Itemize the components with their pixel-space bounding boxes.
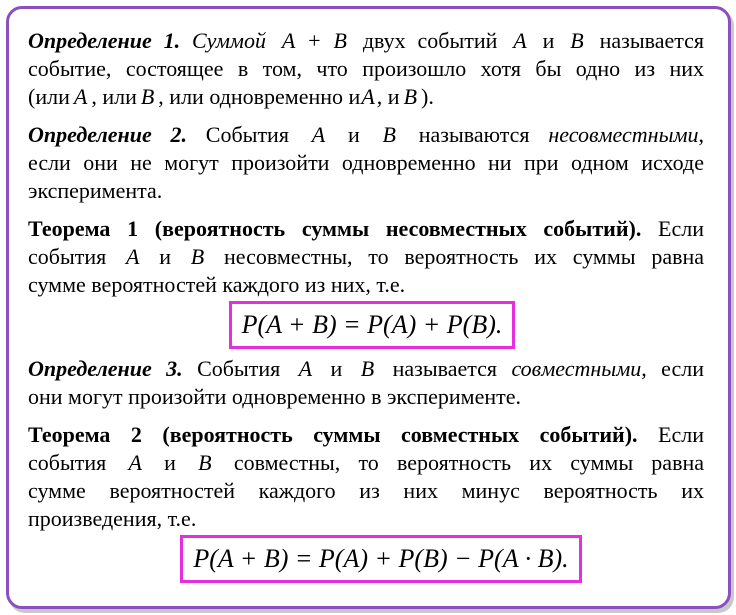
- definition-2: [28, 121, 704, 205]
- text: и: [159, 244, 172, 269]
- text: события: [28, 244, 107, 269]
- theorem-1-formula-wrap: [28, 301, 704, 349]
- text: совместны, то вероятность их суммы равна: [233, 450, 705, 475]
- text: называются: [418, 122, 530, 147]
- document-body: [28, 27, 704, 589]
- text: несовместны, то вероятность их суммы равна: [224, 244, 705, 269]
- theorem-2-title: Теорема 2 (вероятность суммы совместных событий).: [28, 422, 638, 447]
- text: двух событий: [362, 28, 498, 53]
- definition-3-line-2: они могут произойти одновременно в эксперименте.: [28, 384, 521, 409]
- symbol-b: B: [382, 122, 396, 147]
- symbol-b: B: [190, 244, 205, 269]
- definition-3-title: Определение 3.: [28, 356, 183, 381]
- definition-3: [28, 355, 704, 411]
- text: , если: [641, 356, 704, 381]
- definition-2-term: несовместными: [548, 122, 699, 147]
- symbol-a: A: [73, 84, 88, 109]
- sum-symbol: A + B: [281, 28, 347, 53]
- definition-1-term: Суммой: [192, 28, 266, 53]
- definition-3-term-wrap: [511, 356, 704, 381]
- symbol-b: B: [198, 450, 212, 475]
- text: (или: [28, 84, 70, 109]
- definition-2-title: Определение 2.: [28, 122, 188, 147]
- definition-1-line-3: [28, 83, 704, 111]
- symbol-a: A: [128, 450, 142, 475]
- theorem-1-line-3: сумме вероятностей каждого из них, т.е.: [28, 272, 406, 297]
- text: Если: [658, 422, 704, 447]
- symbol-a: A: [311, 122, 326, 147]
- text: и: [347, 122, 360, 147]
- text: ).: [421, 84, 434, 109]
- text: , и: [376, 84, 400, 109]
- symbol-b: B: [360, 356, 375, 381]
- text: и: [164, 450, 176, 475]
- theorem-2-line-4: произведения, т.е.: [28, 506, 197, 531]
- definition-1-title: Определение 1.: [28, 28, 181, 53]
- text: , или: [91, 84, 137, 109]
- definition-3-line-1: [28, 355, 704, 383]
- formula-sum-incompatible: P(A + B) = P(A) + P(B).: [229, 301, 516, 349]
- theorem-2-line-2: [28, 449, 704, 477]
- text: , или одновременно и: [158, 84, 361, 109]
- theorem-1-line-1: [28, 215, 704, 243]
- formula-sum-compatible: P(A + B) = P(A) + P(B) − P(A · B).: [180, 535, 581, 583]
- definition-1: [28, 27, 704, 111]
- definition-1-line-2: событие, состоящее в том, что произошло хотя бы одно из них: [28, 56, 704, 81]
- definition-2-line-1: [28, 121, 704, 149]
- text: и: [542, 28, 555, 53]
- theorem-1: [28, 215, 704, 349]
- symbol-a: A: [298, 356, 313, 381]
- symbol-b: B: [570, 28, 584, 53]
- theorem-1-line-2: [28, 243, 704, 271]
- definition-2-term-wrap: [548, 122, 704, 147]
- theorem-2-formula-wrap: [28, 535, 704, 583]
- text: ,: [698, 122, 705, 147]
- theorem-2-line-3: сумме вероятностей каждого из них минус вероятность их: [28, 478, 704, 503]
- definition-3-term: совместными: [511, 356, 642, 381]
- text: называется: [392, 356, 498, 381]
- theorem-2: [28, 421, 704, 583]
- theorem-2-line-1: [28, 421, 704, 449]
- symbol-b: B: [140, 84, 155, 109]
- symbol-a: A: [361, 84, 375, 109]
- definition-1-line-1: [28, 27, 704, 55]
- definition-2-line-2: если они не могут произойти одновременно ни при одном исходе: [28, 150, 704, 175]
- text: и: [330, 356, 343, 381]
- text: события: [28, 450, 107, 475]
- symbol-a: A: [513, 28, 527, 53]
- text: Если: [658, 216, 704, 241]
- text: События: [205, 122, 289, 147]
- text: называется: [599, 28, 705, 53]
- symbol-b: B: [403, 84, 418, 109]
- definition-2-line-3: эксперимента.: [28, 178, 163, 203]
- theorem-1-title: Теорема 1 (вероятность суммы несовместных событий).: [28, 216, 642, 241]
- symbol-a: A: [126, 244, 140, 269]
- text: События: [197, 356, 281, 381]
